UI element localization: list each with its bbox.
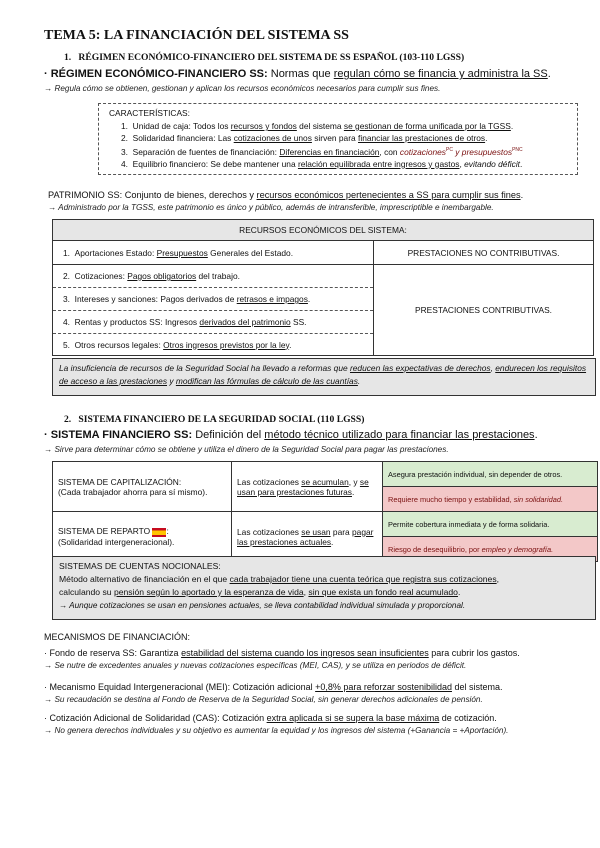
- caracteristicas-list: [99, 120, 577, 170]
- recurso-underline: derivados del patrimonio: [199, 317, 291, 327]
- section-2-title: SISTEMA FINANCIERO DE LA SEGURIDAD SOCIAL (110 LGSS): [78, 414, 365, 425]
- con-italic: empleo y demografía.: [481, 544, 554, 554]
- sistema-desc-cell: [232, 512, 383, 562]
- noc-text: calculando su: [59, 587, 114, 597]
- sistema-desc-cell: [232, 462, 383, 512]
- recurso-label: Otros recursos legales:: [74, 339, 161, 350]
- desc-underline: se usan: [301, 526, 331, 537]
- caracteristica-item: [121, 158, 577, 170]
- section-2-definition: · SISTEMA FINANCIERO SS: Definición del método técnico utilizado para financiar las prestaciones.: [44, 429, 538, 441]
- patrimonio-end: .: [520, 190, 524, 200]
- recurso-label: Intereses y sanciones:: [74, 294, 158, 304]
- item-underline: cotizaciones de unos: [233, 133, 312, 143]
- recurso-rest: .: [289, 339, 292, 350]
- def-pre: Normas que: [270, 68, 331, 80]
- sistema-sub: (Solidaridad intergeneracional).: [58, 536, 175, 547]
- desc-text: .: [352, 486, 355, 497]
- desc-text: .: [331, 536, 334, 547]
- patrimonio-label: PATRIMONIO SS:: [48, 190, 123, 200]
- con-text: Requiere mucho tiempo y estabilidad,: [388, 494, 514, 504]
- def-end: .: [534, 429, 538, 441]
- desc-text: Las cotizaciones: [237, 476, 302, 487]
- caracteristica-item: [121, 120, 577, 132]
- recursos-header: RECURSOS ECONÓMICOS DEL SISTEMA:: [53, 220, 594, 241]
- prestaciones-no-contributivas: PRESTACIONES NO CONTRIBUTIVAS.: [374, 241, 594, 265]
- item-text: .: [485, 133, 488, 143]
- insuficiencia-text: La insuficiencia de recursos de la Seguridad Social ha llevado a reformas que: [59, 363, 350, 373]
- caracteristica-item: [121, 144, 577, 158]
- table-row: [53, 241, 594, 265]
- prestaciones-contributivas: PRESTACIONES CONTRIBUTIVAS.: [374, 265, 594, 356]
- recurso-underline: Otros ingresos previstos por la ley: [163, 339, 290, 350]
- noc-text: Método alternativo de financiación en el que: [59, 574, 230, 584]
- recurso-cell: [53, 288, 374, 311]
- mec-underline: estabilidad del sistema cuando los ingresos sean insuficientes: [181, 648, 429, 658]
- sistema-pro: Asegura prestación individual, sin depender de otros.: [383, 462, 598, 487]
- recurso-number: 3.: [63, 294, 70, 304]
- sistema-pro: Permite cobertura inmediata y de forma solidaria.: [383, 512, 598, 537]
- def-underlined: método técnico utilizado para financiar las prestaciones: [264, 429, 535, 441]
- patrimonio-note: → Administrado por la TGSS, este patrimonio es único y público, además de intransferible, imprescriptible e inembargable.: [48, 203, 494, 212]
- recurso-number: 1.: [63, 247, 70, 258]
- recurso-pre: Pagos derivados de: [158, 294, 237, 304]
- sistema-con: [383, 487, 598, 512]
- patrimonio-definition: [48, 190, 523, 200]
- mec-text: · Cotización Adicional de Solidaridad (CAS): Cotización: [44, 713, 267, 723]
- noc-underline: sin que exista un fondo real acumulado: [308, 587, 458, 597]
- caracteristica-item: [121, 132, 577, 144]
- item-text: .: [510, 121, 514, 131]
- section-2-note: → Sirve para determinar cómo se obtiene y utiliza el dinero de la Seguridad Social para pagar las prestaciones.: [44, 445, 449, 454]
- item-italic: y presupuestos: [452, 146, 513, 157]
- item-text: Unidad de caja: Todos los: [132, 121, 231, 131]
- mec-underline: extra aplicada si se supera la base máxima: [266, 713, 440, 723]
- table-row: [53, 462, 598, 487]
- con-text: Riesgo de desequilibrio, por: [388, 544, 482, 554]
- mecanismo-note: → Se nutre de excedentes anuales y nuevas cotizaciones específicas (MEI, CAS), y se utiliza en periodos de déficit.: [44, 661, 467, 670]
- section-1-number: 1.: [64, 52, 72, 63]
- item-number: 4.: [121, 158, 128, 169]
- con-italic: sin solidaridad.: [513, 494, 564, 504]
- def-underlined: regulan cómo se financia y administra la SS: [333, 68, 548, 80]
- def-end: .: [547, 68, 551, 80]
- recurso-label: Aportaciones Estado:: [74, 247, 155, 258]
- mec-text: · Mecanismo Equidad Intergeneracional (MEI): Cotización adicional: [44, 682, 316, 692]
- noc-underline: cada trabajador tiene una cuenta teórica que registra sus cotizaciones: [229, 574, 497, 584]
- insuficiencia-underline: modifican las fórmulas de cálculo de las cuantías: [175, 376, 358, 386]
- def-label: RÉGIMEN ECONÓMICO-FINANCIERO SS:: [50, 68, 268, 80]
- insuficiencia-underline: endurecen los requisitos de acceso a las prestaciones: [59, 363, 587, 386]
- caracteristicas-box: [98, 103, 578, 175]
- section-1-title: RÉGIMEN ECONÓMICO-FINANCIERO DEL SISTEMA DE SS ESPAÑOL (103-110 LGSS): [78, 52, 465, 63]
- page-title: TEMA 5: LA FINANCIACIÓN DEL SISTEMA SS: [44, 28, 349, 43]
- recurso-rest: del trabajo.: [196, 271, 240, 281]
- patrimonio-text: Conjunto de bienes, derechos y: [124, 190, 254, 200]
- def-label: SISTEMA FINANCIERO SS:: [50, 429, 193, 441]
- mecanismo-item: [44, 648, 520, 658]
- section-2-heading: [64, 414, 364, 425]
- nocionales-line-2: [59, 586, 589, 599]
- item-number: 3.: [121, 146, 128, 157]
- insuficiencia-text: y: [167, 376, 176, 386]
- recurso-cell: [53, 265, 374, 288]
- nocionales-title: SISTEMAS DE CUENTAS NOCIONALES:: [59, 561, 221, 571]
- item-underline: recursos y fondos: [230, 121, 297, 131]
- mec-text: para cubrir los gastos.: [428, 648, 520, 658]
- recurso-underline: Presupuestos: [156, 247, 208, 258]
- item-text: Solidaridad financiera: Las: [132, 133, 234, 143]
- item-italic: evitando déficit: [464, 158, 521, 169]
- item-text: Equilibrio financiero: Se debe mantener una: [132, 158, 298, 169]
- item-underline: financiar las prestaciones de otros: [358, 133, 486, 143]
- desc-text: , y: [348, 476, 360, 487]
- table-row: [53, 512, 598, 537]
- noc-text: ,: [303, 587, 309, 597]
- patrimonio-underline: recursos económicos pertenecientes a SS para cumplir sus fines: [256, 190, 521, 200]
- sistema-name: SISTEMA DE REPARTO: [58, 526, 151, 537]
- mecanismos-title: MECANISMOS DE FINANCIACIÓN:: [44, 632, 191, 642]
- item-text: del sistema: [296, 121, 344, 131]
- section-2-number: 2.: [64, 414, 72, 425]
- noc-text: ,: [496, 574, 500, 584]
- def-pre: Definición del: [195, 429, 262, 441]
- recurso-cell: [53, 334, 374, 356]
- recursos-table: [52, 219, 594, 356]
- recurso-underline: retrasos e impagos: [236, 294, 308, 304]
- mec-text: del sistema.: [451, 682, 503, 692]
- sistema-name-cell: [53, 462, 232, 512]
- insuficiencia-text: ,: [490, 363, 496, 373]
- mecanismo-item: [44, 682, 503, 692]
- caracteristicas-title: CARACTERÍSTICAS:: [109, 108, 190, 118]
- item-sup: PNC: [512, 147, 523, 153]
- recurso-number: 4.: [63, 317, 70, 327]
- recurso-label: Cotizaciones:: [74, 271, 125, 281]
- sistema-sub: (Cada trabajador ahorra para sí mismo).: [58, 486, 208, 497]
- item-underline: Diferencias en financiación: [279, 146, 380, 157]
- section-1-note: → Regula cómo se obtienen, gestionan y aplican los recursos económicos necesarios para cumplir sus fines.: [44, 84, 441, 93]
- mecanismo-note: → No genera derechos individuales y su objetivo es aumentar la equidad y los ingresos del sistema (+Ganancia = +Aportación).: [44, 726, 509, 735]
- recurso-cell: [53, 311, 374, 334]
- recurso-pre: Ingresos: [162, 317, 200, 327]
- item-text: , con: [379, 146, 400, 157]
- item-text: .: [520, 158, 523, 169]
- nocionales-box: [52, 556, 596, 620]
- sistema-name: SISTEMA DE CAPITALIZACIÓN:: [58, 476, 182, 487]
- mecanismo-note: → Su recaudación se destina al Fondo de Reserva de la Seguridad Social, sin generar derechos adicionales de pensión.: [44, 695, 483, 704]
- desc-underline: pagar las prestaciones actuales: [237, 526, 374, 547]
- recurso-rest: .: [307, 294, 311, 304]
- desc-underline: se acumulan: [301, 476, 349, 487]
- item-number: 1.: [121, 121, 128, 131]
- recurso-cell: [53, 241, 374, 265]
- table-header-row: [53, 220, 594, 241]
- sistemas-table: [52, 461, 598, 562]
- recurso-underline: Pagos obligatorios: [127, 271, 197, 281]
- mec-text: · Fondo de reserva SS: Garantiza: [44, 648, 182, 658]
- item-italic: cotizaciones: [399, 146, 446, 157]
- noc-underline: pensión según lo aportado y la esperanza de vida: [113, 587, 304, 597]
- mecanismo-item: [44, 713, 497, 723]
- item-sup: PC: [446, 147, 453, 153]
- item-underline: relación equilibrada entre ingresos y gastos: [297, 158, 460, 169]
- recurso-label: Rentas y productos SS:: [74, 317, 163, 327]
- nocionales-note: → Aunque cotizaciones se usan en pensiones actuales, se lleva contabilidad individual simulada y proporcional.: [59, 601, 466, 610]
- item-underline: se gestionan de forma unificada por la TGSS: [343, 121, 511, 131]
- mec-underline: +0,8% para reforzar sostenibilidad: [315, 682, 452, 692]
- recurso-number: 2.: [63, 271, 70, 281]
- nocionales-line-1: [59, 573, 589, 586]
- item-text: sirven para: [311, 133, 358, 143]
- item-number: 2.: [121, 133, 128, 143]
- recurso-rest: Generales del Estado.: [207, 247, 294, 258]
- insuficiencia-underline: reducen las expectativas de derechos: [349, 363, 491, 373]
- item-text: Separación de fuentes de financiación:: [132, 146, 280, 157]
- desc-text: Las cotizaciones: [237, 526, 302, 537]
- insuficiencia-text: .: [357, 376, 361, 386]
- noc-text: .: [457, 587, 461, 597]
- desc-text: para: [330, 526, 353, 537]
- sistema-name-cell: SISTEMA DE REPARTO : (Solidaridad intergeneracional).: [53, 512, 232, 562]
- insuficiencia-box: [52, 358, 596, 396]
- desc-underline: se usan para prestaciones futuras: [237, 476, 369, 497]
- recurso-number: 5.: [63, 339, 70, 350]
- section-1-heading: [64, 52, 464, 63]
- mec-text: de cotización.: [439, 713, 497, 723]
- section-1-definition: · RÉGIMEN ECONÓMICO-FINANCIERO SS: Normas que regulan cómo se financia y administra la SS.: [44, 68, 551, 80]
- item-text: ,: [459, 158, 465, 169]
- recurso-rest: SS.: [290, 317, 307, 327]
- spain-flag-icon: [152, 528, 166, 537]
- table-row: [53, 265, 594, 288]
